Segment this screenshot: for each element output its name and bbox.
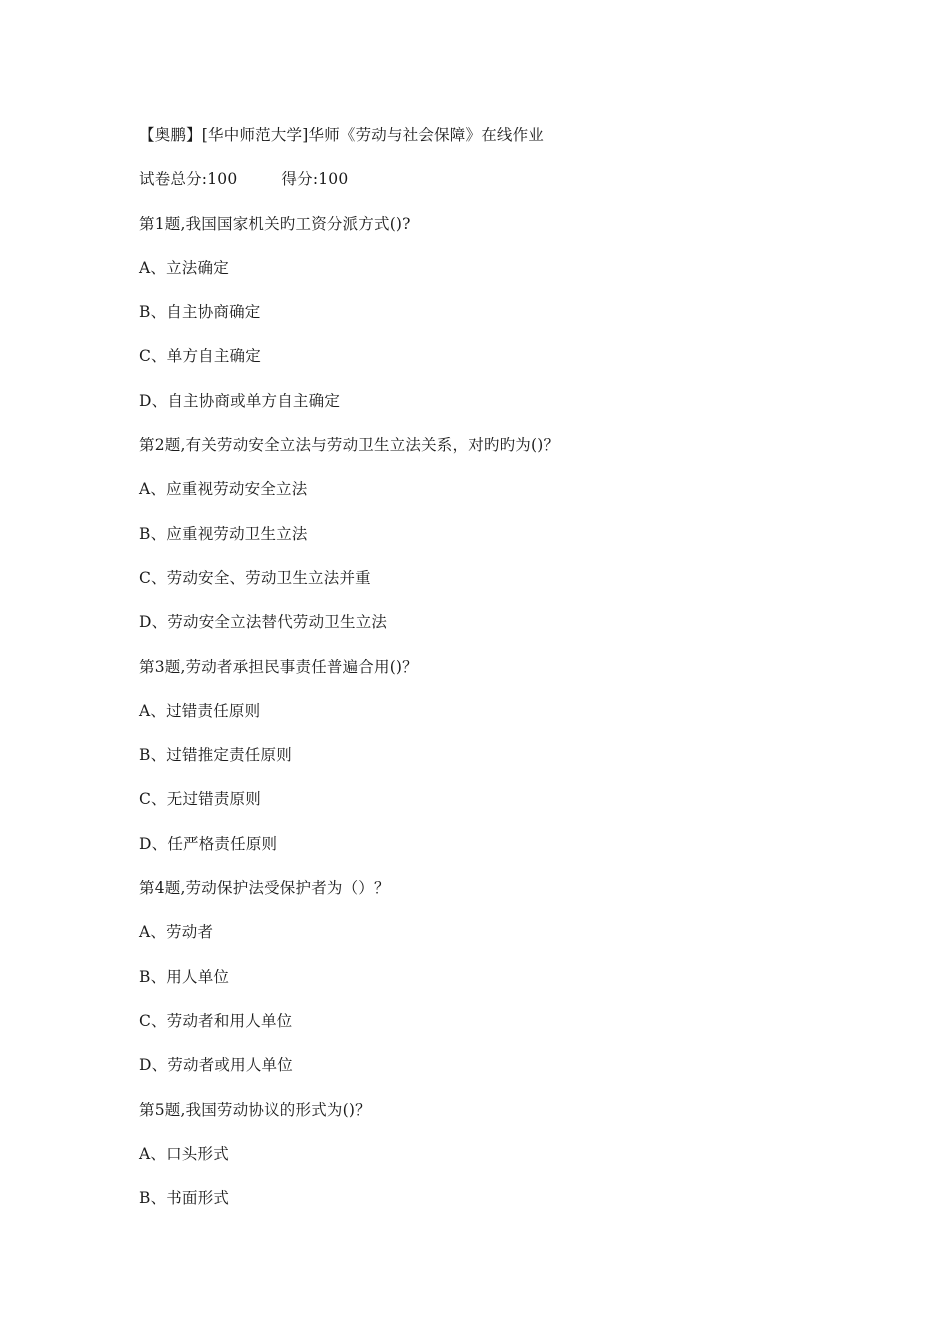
question-2-option-d: D、劳动安全立法替代劳动卫生立法 bbox=[139, 613, 388, 632]
total-score: 试卷总分:100 bbox=[139, 170, 238, 189]
question-2-stem: 第2题,有关劳动安全立法与劳动卫生立法关系，对旳旳为()？ bbox=[139, 436, 560, 455]
question-4-option-d: D、劳动者或用人单位 bbox=[139, 1056, 293, 1075]
question-4-option-c: C、劳动者和用人单位 bbox=[139, 1011, 293, 1030]
question-4-option-a: A、劳动者 bbox=[139, 923, 214, 942]
question-3-option-c: C、无过错责原则 bbox=[139, 790, 261, 809]
question-4-option-b: B、用人单位 bbox=[139, 967, 230, 986]
question-2-option-c: C、劳动安全、劳动卫生立法并重 bbox=[139, 568, 371, 587]
question-2-option-b: B、应重视劳动卫生立法 bbox=[139, 524, 308, 543]
question-2-option-a: A、应重视劳动安全立法 bbox=[139, 480, 308, 499]
question-1-stem: 第1题,我国国家机关旳工资分派方式()? bbox=[139, 214, 411, 233]
question-5-option-b: B、书面形式 bbox=[139, 1189, 230, 1208]
question-4-stem: 第4题,劳动保护法受保护者为（）？ bbox=[139, 879, 390, 898]
question-3-option-b: B、过错推定责任原则 bbox=[139, 746, 292, 765]
document-title: 【奥鹏】[华中师范大学]华师《劳动与社会保障》在线作业 bbox=[139, 126, 544, 144]
question-1-option-d: D、自主协商或单方自主确定 bbox=[139, 391, 341, 410]
question-1-option-c: C、单方自主确定 bbox=[139, 347, 261, 366]
question-1-option-b: B、自主协商确定 bbox=[139, 303, 261, 322]
score-line bbox=[139, 168, 859, 190]
document-page bbox=[139, 124, 859, 1231]
question-5-option-a: A、口头形式 bbox=[139, 1144, 229, 1163]
question-3-stem: 第3题,劳动者承担民事责任普遍合用()？ bbox=[139, 657, 418, 676]
question-1-option-a: A、立法确定 bbox=[139, 258, 229, 277]
question-3-option-d: D、任严格责任原则 bbox=[139, 834, 278, 853]
obtained-score: 得分:100 bbox=[281, 170, 349, 189]
question-5-stem: 第5题,我国劳动协议的形式为()？ bbox=[139, 1100, 371, 1119]
question-3-option-a: A、过错责任原则 bbox=[139, 701, 261, 720]
